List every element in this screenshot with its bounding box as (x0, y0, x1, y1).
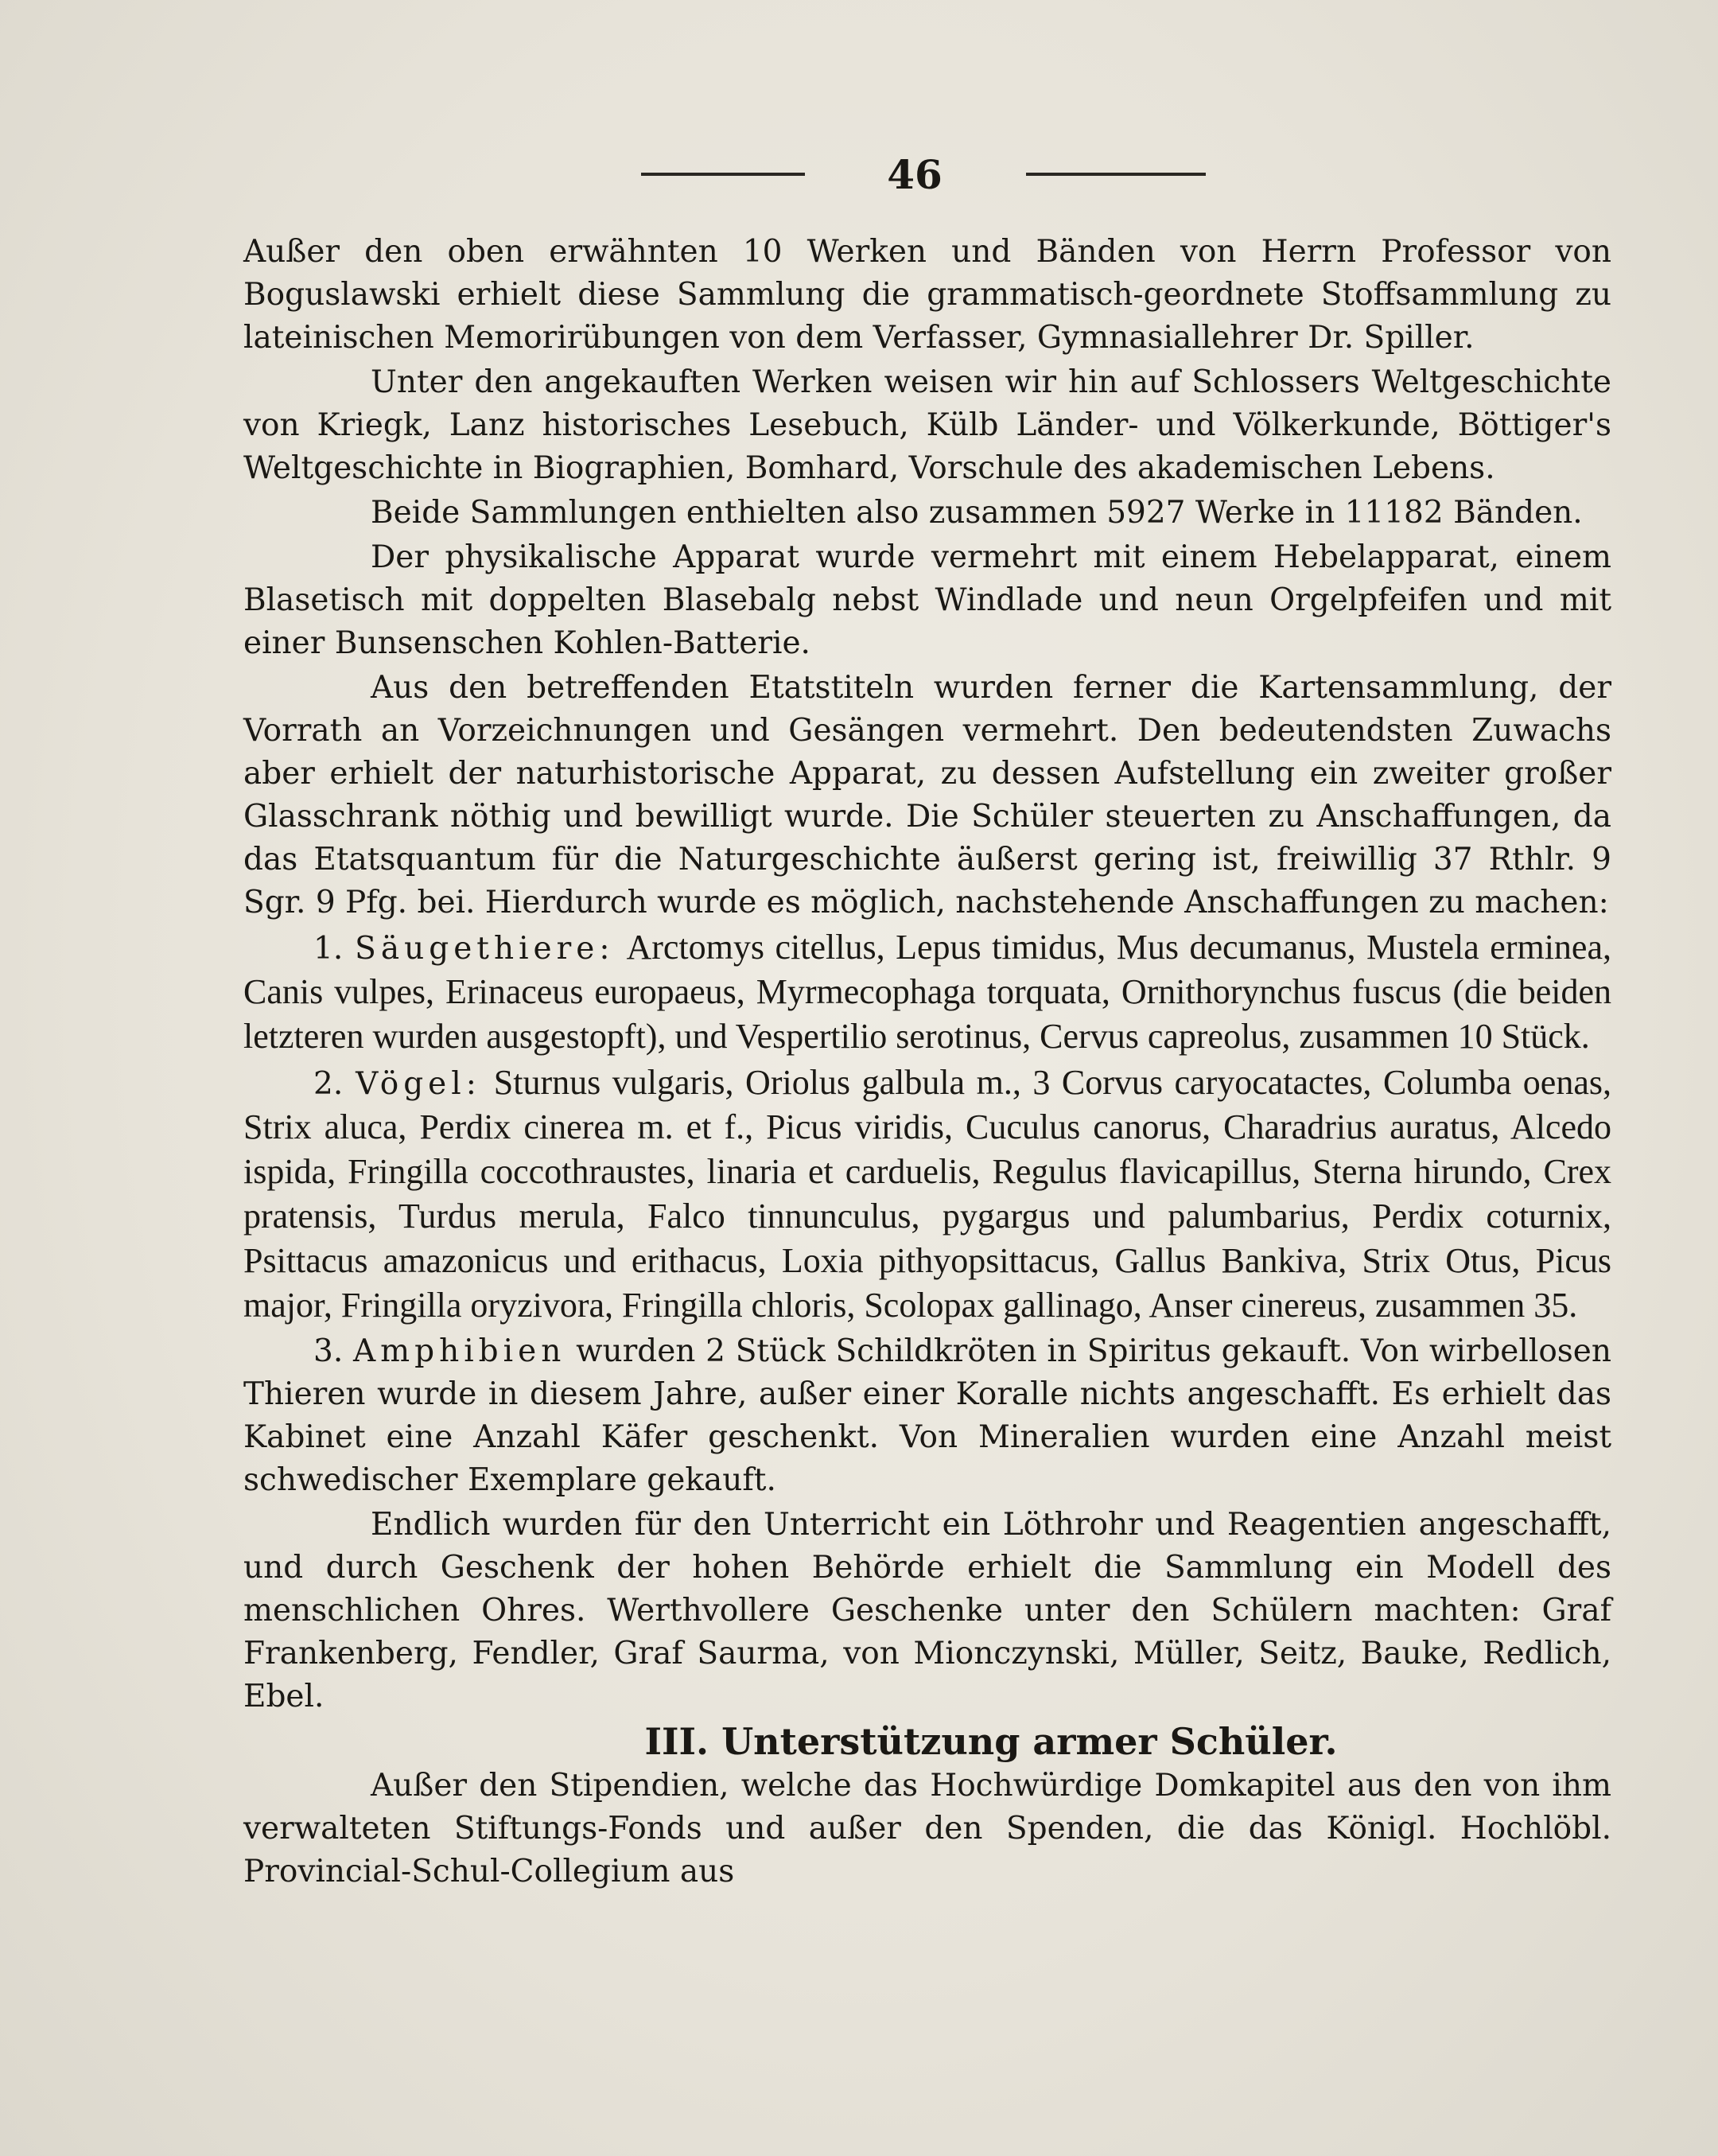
list-number: 1. (313, 931, 344, 967)
paragraph-collections: Aus den betreffenden Etatstiteln wurden ferner die Kartensammlung, der Vorrath an Vorzeichnungen und Gesängen vermehrt. Den bedeutendsten Zuwachs aber erhielt der naturhistorische Apparat, zu dessen Aufstellung ein zweiter großer Glasschrank nöthig und bewilligt wurde. Die Schüler steuerten zu Anschaffungen, da das Etatsquantum für die Naturgeschichte äußerst gering ist, freiwillig 37 Rthlr. 9 Sgr. 9 Pfg. bei. Hierdurch wurde es möglich, nachstehende Anschaffungen zu machen: (243, 670, 1611, 920)
list-text: Arctomys citellus, Lepus timidus, Mus decumanus, Mustela erminea, Canis vulpes, Erinaceus europaeus, Myrmecophaga torquata, Ornithorynchus fuscus (die beiden letzteren wurden ausgestopft), und Vespertilio serotinus, Cervus capreolus, zusammen 10 Stück. (243, 928, 1611, 1056)
section-heading (243, 1720, 1611, 1763)
header-rule-right (1026, 173, 1206, 176)
list-label: Amphibien (352, 1333, 566, 1369)
list-item-amphibians (243, 1330, 1611, 1502)
list-item-mammals (243, 926, 1611, 1060)
paragraph-closing: Endlich wurden für den Unterricht ein Löthrohr und Reagentien angeschafft, und durch Geschenk der hohen Behörde erhielt die Sammlung ein Modell des menschlichen Ohres. Werthvollere Geschenke unter den Schülern machten: Graf Frankenberg, Fendler, Graf Saurma, von Mionczynski, Müller, Seitz, Bauke, Redlich, Ebel. (243, 1507, 1611, 1714)
body-text (243, 231, 1611, 1895)
paragraph-donations: Außer den oben erwähnten 10 Werken und Bänden von Herrn Professor von Boguslawski erhielt diese Sammlung die grammatisch-geordnete Stoffsammlung zu lateinischen Memorirübungen von dem Verfasser, Gymnasiallehrer Dr. Spiller. (243, 234, 1611, 356)
list-item-birds (243, 1061, 1611, 1329)
paragraph-purchased-works: Unter den angekauften Werken weisen wir hin auf Schlossers Weltgeschichte von Kriegk, Lanz historisches Lesebuch, Külb Länder- und Völkerkunde, Böttiger's Weltgeschichte in Biographien, Bomhard, Vorschule des akademischen Lebens. (243, 364, 1611, 486)
paragraph-physics-apparatus: Der physikalische Apparat wurde vermehrt mit einem Hebelapparat, einem Blasetisch mit doppelten Blasebalg nebst Windlade und neun Orgelpfeifen und mit einer Bunsenschen Kohlen-Batterie. (243, 539, 1611, 661)
list-text: Sturnus vulgaris, Oriolus galbula m., 3 Corvus caryocatactes, Columba oenas, Strix aluca, Perdix cinerea m. et f., Picus viridis, Cuculus canorus, Charadrius auratus, Alcedo ispida, Fringilla coccothraustes, linaria et carduelis, Regulus flavicapillus, Sterna hirundo, Crex pratensis, Turdus merula, Falco tinnunculus, pygargus und palumbarius, Perdix coturnix, Psittacus amazonicus und erithacus, Loxia pithyopsittacus, Gallus Bankiva, Strix Otus, Picus major, Fringilla oryzivora, Fringilla chloris, Scolopax gallinago, Anser cinereus, zusammen 35. (243, 1063, 1611, 1325)
section-title: Unterstützung armer Schüler. (721, 1720, 1338, 1763)
list-text: wurden 2 Stück Schildkröten in Spiritus gekauft. Von wirbellosen Thieren wurde in diesem Jahre, außer einer Koralle nichts angeschafft. Es erhielt das Kabinet eine Anzahl Käfer geschenkt. Von Mineralien wurden eine Anzahl meist schwedischer Exemplare gekauft. (243, 1333, 1612, 1498)
section-numeral: III. (644, 1720, 709, 1763)
page-header (0, 151, 1718, 199)
list-label: Säugethiere: (355, 931, 615, 967)
list-label: Vögel: (356, 1066, 481, 1102)
paragraph-section-intro: Außer den Stipendien, welche das Hochwürdige Domkapitel aus den von ihm verwalteten Stiftungs-Fonds und außer den Spenden, die das Königl. Hochlöbl. Provincial-Schul-Collegium aus (243, 1768, 1611, 1889)
header-rule-left (641, 173, 805, 176)
page-number: 46 (887, 151, 943, 198)
list-number: 3. (313, 1333, 344, 1369)
paragraph-totals: Beide Sammlungen enthielten also zusammen 5927 Werke in 11182 Bänden. (371, 495, 1583, 531)
list-number: 2. (313, 1066, 344, 1102)
